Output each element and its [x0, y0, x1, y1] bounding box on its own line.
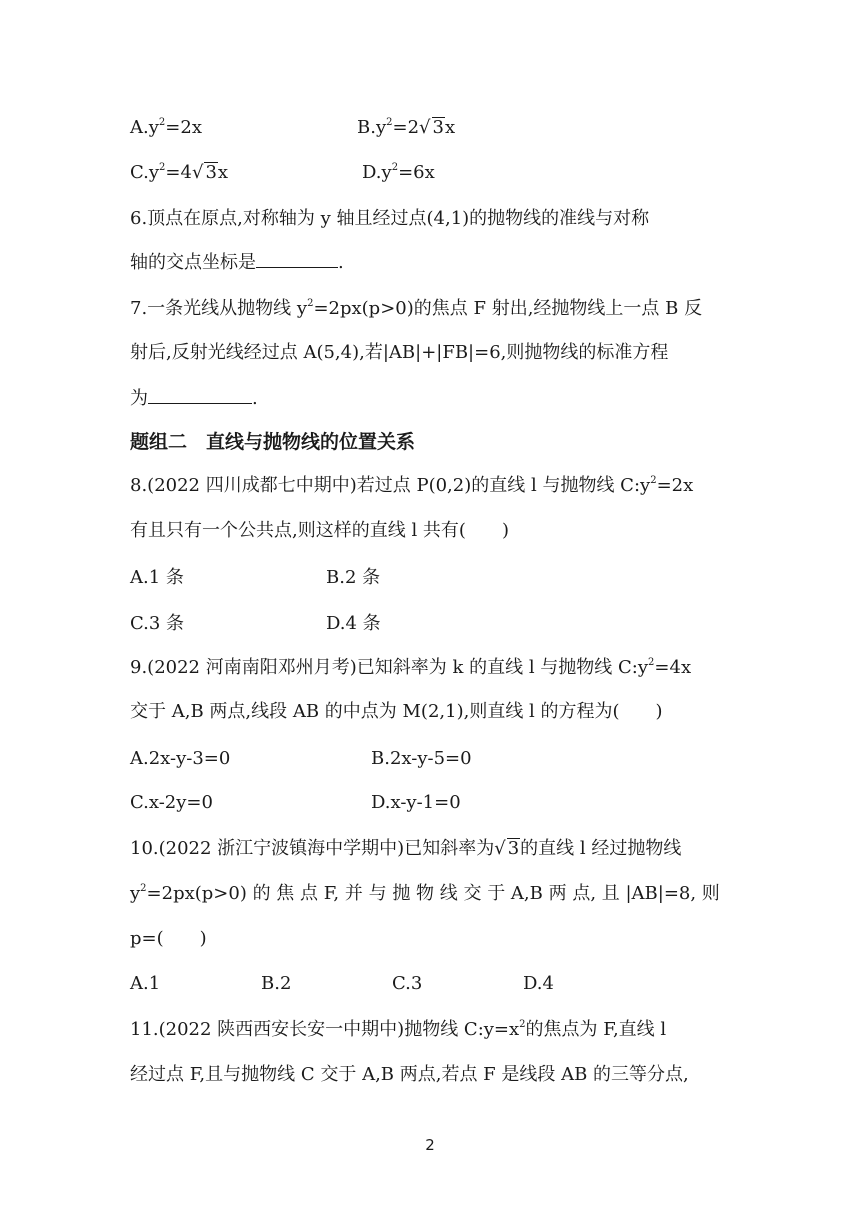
- q11-line-1: 11.(2022 陕西西安长安一中期中)抛物线 $C:y=x^2$的焦点为 F,直线 l: [130, 1019, 667, 1040]
- q8-option-a: A.1 条: [130, 567, 184, 588]
- q7-answer-blank[interactable]: [148, 385, 252, 404]
- q9-option-b: B.2x-y-5=0: [371, 748, 472, 769]
- q9-option-d: D.x-y-1=0: [371, 792, 461, 813]
- q7-line-1: 7.一条光线从抛物线 $y^2=2px(p>0)$的焦点 F 射出,经抛物线上一点 B 反: [130, 298, 703, 319]
- section-heading: 题组二 直线与抛物线的位置关系: [130, 431, 416, 453]
- q9-option-a: A.2x-y-3=0: [130, 748, 231, 769]
- q11-line-2: 经过点 F,且与抛物线 C 交于 A,B 两点,若点 F 是线段 AB 的三等分点,: [130, 1064, 689, 1085]
- q10-line-3: p=( ): [130, 928, 207, 949]
- q6-answer-blank[interactable]: [256, 249, 338, 268]
- q6-line-2: 轴的交点坐标是 .: [130, 249, 344, 275]
- q8-option-c: C.3 条: [130, 613, 185, 634]
- q8-option-b: B.2 条: [326, 567, 381, 588]
- q5-option-d: $D.y^2=6x$: [362, 162, 435, 183]
- q10-option-a: A.1: [130, 973, 161, 994]
- q8-line-1: 8.(2022 四川成都七中期中)若过点 P(0,2)的直线 l 与抛物线 $C:y^2=2x$: [130, 475, 694, 496]
- q9-line-2: 交于 A,B 两点,线段 AB 的中点为 M(2,1),则直线 l 的方程为( ): [130, 701, 663, 722]
- q10-option-d: D.4: [523, 973, 554, 994]
- q10-line-1: 10.(2022 浙江宁波镇海中学期中)已知斜率为√ 3的直线 l 经过抛物线: [130, 838, 682, 859]
- q10-line-2: $y^2=2px(p>0)$ 的 焦 点 F, 并 与 抛 物 线 交 于 A,B 两 点, 且 |AB|=8, 则: [130, 883, 720, 904]
- q8-line-2: 有且只有一个公共点,则这样的直线 l 共有( ): [130, 520, 509, 541]
- q5-option-b: $B.y^2=2√$ 3x: [357, 117, 456, 138]
- q10-option-c: C.3: [392, 973, 423, 994]
- page-number: 2: [425, 1136, 435, 1154]
- q7-line-3: 为 .: [130, 385, 258, 411]
- q9-line-1: 9.(2022 河南南阳邓州月考)已知斜率为 k 的直线 l 与抛物线 $C:y^2=4x$: [130, 657, 692, 678]
- q8-option-d: D.4 条: [326, 613, 381, 634]
- q7-line-2: 射后,反射光线经过点 A(5,4),若|AB|+|FB|=6,则抛物线的标准方程: [130, 342, 669, 363]
- q10-option-b: B.2: [261, 973, 292, 994]
- q5-option-a: $A.y^2=2x$: [130, 117, 202, 138]
- q9-option-c: C.x-2y=0: [130, 792, 213, 813]
- q6-line-1: 6.顶点在原点,对称轴为 y 轴且经过点(4,1)的抛物线的准线与对称: [130, 208, 650, 229]
- q5-option-c: $C.y^2=4√$ 3x: [130, 162, 229, 183]
